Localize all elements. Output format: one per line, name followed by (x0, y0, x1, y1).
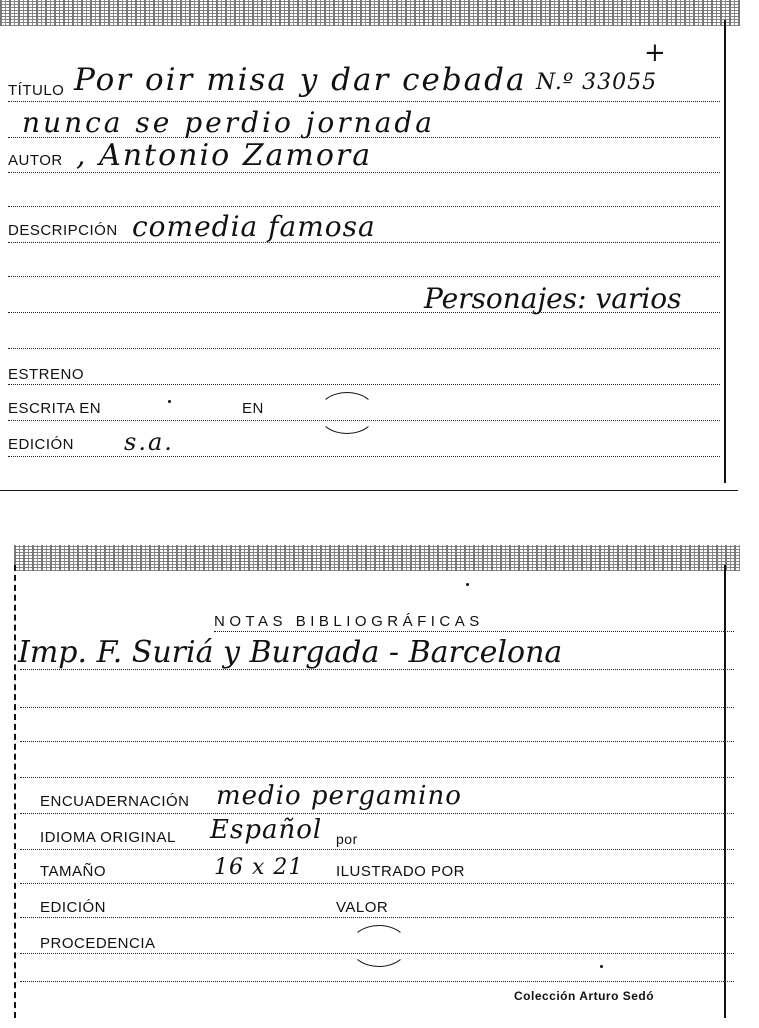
card-bottom-edge (0, 490, 738, 491)
ink-dot (466, 583, 469, 586)
encuadernacion-label: ENCUADERNACIÓN (40, 793, 190, 810)
rule (20, 953, 734, 954)
rule (8, 348, 720, 349)
idioma-por-label: por (336, 831, 358, 847)
rule (8, 206, 720, 207)
rule (214, 631, 734, 632)
personajes-value: Personajes: varios (424, 282, 682, 315)
catalog-card-back (14, 545, 740, 1028)
notas-heading: NOTAS BIBLIOGRÁFICAS (214, 613, 484, 630)
catalog-card-front (0, 0, 740, 493)
rule (8, 276, 720, 277)
rule (8, 101, 720, 102)
encuadernacion-value: medio pergamino (216, 781, 462, 811)
rule (20, 813, 734, 814)
stamp-mark (350, 925, 408, 967)
edicion-back-label: EDICIÓN (40, 899, 107, 916)
notas-value: Imp. F. Suriá y Burgada - Barcelona (18, 635, 563, 670)
estreno-label: ESTRENO (8, 366, 85, 383)
en-label: EN (242, 400, 264, 417)
torn-edge (0, 0, 740, 26)
descripcion-label: DESCRIPCIÓN (8, 222, 118, 239)
rule (20, 917, 734, 918)
edicion-value: s.a. (124, 428, 174, 456)
stamp-mark (318, 392, 376, 434)
autor-value: , Antonio Zamora (76, 138, 373, 173)
rule (8, 420, 720, 421)
idioma-value: Español (210, 815, 323, 845)
collection-footer: Colección Arturo Sedó (514, 989, 655, 1003)
catalog-number: N.º 33055 (536, 70, 658, 95)
plus-mark: + (644, 38, 668, 68)
procedencia-label: PROCEDENCIA (40, 935, 156, 952)
tamano-value: 16 x 21 (214, 855, 304, 880)
ilustrado-label: ILUSTRADO POR (336, 863, 466, 880)
descripcion-value: comedia famosa (132, 210, 376, 243)
rule (20, 741, 734, 742)
rule (20, 777, 734, 778)
escrita-en-label: ESCRITA EN (8, 400, 102, 417)
rule (8, 312, 720, 313)
rule (20, 707, 734, 708)
edicion-label: EDICIÓN (8, 436, 75, 453)
rule (8, 172, 720, 173)
rule (20, 883, 734, 884)
tamano-label: TAMAÑO (40, 863, 107, 880)
titulo-label: TÍTULO (8, 82, 65, 99)
idioma-label: IDIOMA ORIGINAL (40, 829, 176, 846)
ink-dot (168, 400, 171, 403)
card-border (724, 20, 726, 483)
rule (8, 456, 720, 457)
titulo-value-line1: Por oir misa y dar cebada (74, 62, 527, 98)
rule (20, 669, 734, 670)
card-border (724, 565, 726, 1018)
ink-dot (600, 965, 603, 968)
valor-label: VALOR (336, 899, 389, 916)
rule (20, 981, 734, 982)
rule (20, 849, 734, 850)
card-border (14, 565, 16, 1018)
rule (8, 384, 720, 385)
torn-edge (14, 545, 740, 571)
rule (8, 242, 720, 243)
titulo-value-line2: nunca se perdio jornada (22, 106, 435, 139)
autor-label: AUTOR (8, 152, 63, 169)
